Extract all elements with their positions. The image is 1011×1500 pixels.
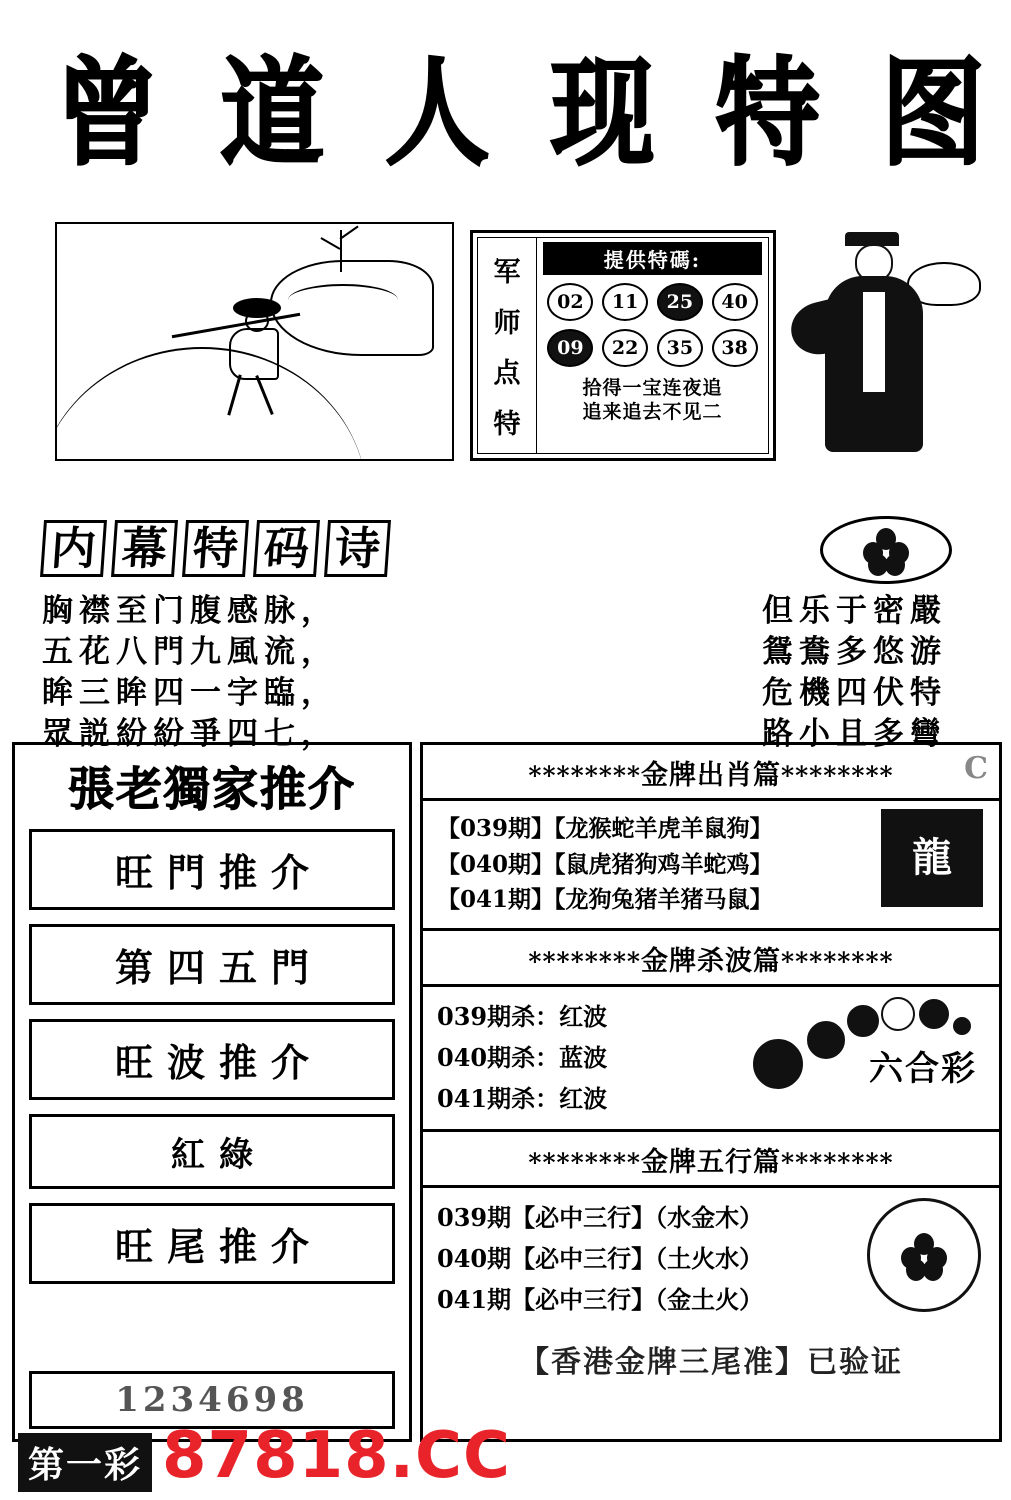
- list-item: 041期杀：红波: [437, 1083, 608, 1113]
- number-ball: 35: [657, 329, 703, 367]
- zodiac-list: [423, 798, 999, 928]
- five-elements-list: [423, 1185, 999, 1330]
- list-item: 【039期】【龙猴蛇羊虎羊鼠狗】: [437, 815, 773, 842]
- tree-icon: [340, 230, 342, 272]
- section-title-text: 金牌杀波篇: [641, 945, 781, 977]
- poem-line: [42, 632, 947, 673]
- art-ball: [881, 997, 915, 1031]
- number-ball: 02: [547, 283, 593, 321]
- number-ball: 40: [712, 283, 758, 321]
- poem-line: [42, 673, 947, 714]
- list-item: 040期【必中三行】（土火水）: [437, 1244, 764, 1274]
- title-char: 道: [220, 43, 325, 182]
- gold-kill-wave-section: [423, 931, 999, 1132]
- vertical-label-char: 特: [493, 409, 521, 441]
- poem-line-right: 但乐于密嚴: [762, 593, 947, 630]
- zhang-row: 旺波推介: [29, 1019, 395, 1100]
- farmer-figure: [207, 298, 297, 418]
- stars-right: ********: [781, 761, 894, 790]
- art-ball: [807, 1021, 845, 1059]
- title-char: 人: [385, 43, 490, 182]
- ball-row-1: [543, 283, 762, 321]
- figure-leg: [255, 375, 274, 415]
- poem-title-char: 幕: [111, 520, 178, 577]
- section-title-text: 金牌出肖篇: [641, 760, 781, 791]
- hero-poem-line: 追来追去不见二: [582, 400, 723, 423]
- vertical-label-char: 点: [493, 358, 521, 390]
- zhang-row: 旺門推介: [29, 829, 395, 910]
- list-item: 041期【必中三行】（金土火）: [437, 1284, 764, 1314]
- poem-title: [42, 520, 982, 577]
- gold-sections-panel: [420, 742, 1002, 1442]
- watermark-badge: 第一彩: [18, 1433, 152, 1492]
- number-ball: 09: [547, 329, 593, 367]
- section-title: [423, 931, 999, 984]
- stars-left: ********: [528, 1148, 641, 1178]
- gold-five-elements-section: [423, 1132, 999, 1386]
- art-ball: [919, 999, 949, 1029]
- poem-title-char: 诗: [324, 520, 391, 577]
- poem-line-left: 胸襟至门腹感脉，: [42, 593, 338, 630]
- figure-body: [229, 328, 279, 380]
- stars-left: ********: [528, 946, 641, 976]
- lottery-balls-art: [751, 995, 981, 1105]
- lottery-art-label: 六合彩: [869, 1049, 977, 1090]
- poem-title-char: 特: [182, 520, 249, 577]
- stars-left: ********: [528, 761, 641, 790]
- zhang-recommendation-panel: [12, 742, 412, 1442]
- list-item: 【041期】【龙狗兔猪羊猪马鼠】: [437, 886, 773, 914]
- poem-line-right: 路小且多彎: [762, 715, 947, 752]
- zhang-heading: 張老獨家推介: [68, 762, 356, 816]
- special-code-panel: [470, 230, 776, 461]
- poem-line-right: 危機四伏特: [762, 675, 947, 712]
- hero-poem: [543, 377, 762, 425]
- zhang-row: 旺尾推介: [29, 1203, 395, 1284]
- list-item: 040期杀：蓝波: [437, 1042, 608, 1072]
- watermark-site: 87818.CC: [162, 1419, 511, 1493]
- poem-title-char: 码: [253, 520, 320, 577]
- number-ball: 38: [712, 329, 758, 367]
- title-char: 曾: [55, 43, 160, 182]
- art-ball: [847, 1005, 879, 1037]
- flower-seal-icon: [867, 1198, 981, 1312]
- number-ball: 25: [657, 283, 703, 321]
- poem-title-char: 内: [40, 520, 107, 577]
- poem-line-left: 眾説紛紛爭四七，: [42, 715, 338, 752]
- right-column-footer: 【香港金牌三尾准】已验证: [519, 1344, 903, 1380]
- sage-illustration: [795, 222, 985, 462]
- number-ball: 22: [602, 329, 648, 367]
- corner-mark: C: [964, 751, 989, 786]
- illustration-panel: [55, 222, 454, 461]
- section-title-text: 金牌五行篇: [641, 1147, 781, 1179]
- figure-leg: [227, 374, 241, 415]
- number-ball: 11: [602, 283, 648, 321]
- hero-poem-line: 拾得一宝连夜追: [582, 377, 723, 399]
- poem-lines: [42, 591, 982, 755]
- sage-figure: [819, 232, 929, 452]
- ball-row-2: [543, 329, 762, 367]
- zhang-row: 紅綠: [29, 1114, 395, 1189]
- list-item: 039期【必中三行】（水金木）: [437, 1203, 764, 1233]
- poem-line-right: 鴛鴦多悠游: [762, 634, 947, 671]
- flower-seal-icon: [820, 516, 952, 584]
- section-title: [423, 745, 999, 798]
- title-char: 图: [880, 43, 985, 182]
- title-char: 特: [715, 43, 820, 182]
- list-item: 039期杀：红波: [437, 1001, 608, 1031]
- vertical-label: [478, 238, 537, 453]
- lower-section: [12, 742, 1002, 1442]
- stars-right: ********: [781, 946, 894, 976]
- list-item: 【040期】【鼠虎猪狗鸡羊蛇鸡】: [437, 850, 773, 878]
- poem-line: [42, 591, 947, 632]
- dragon-seal-icon: 龍: [881, 809, 983, 907]
- vertical-label-char: 师: [493, 307, 521, 339]
- zhang-row: 第四五門: [29, 924, 395, 1005]
- title-char: 现: [550, 43, 655, 182]
- kill-wave-list: [423, 984, 999, 1129]
- poem-line-left: 眸三眸四一字臨，: [42, 675, 338, 712]
- section-title: [423, 1132, 999, 1185]
- sage-robe-inner: [863, 292, 885, 392]
- vertical-label-char: 军: [493, 256, 521, 288]
- gold-zodiac-section: [423, 745, 999, 931]
- art-ball: [953, 1017, 971, 1035]
- art-ball: [753, 1039, 803, 1089]
- supply-heading: 提供特碼:: [543, 242, 762, 275]
- poem-line-left: 五花八門九風流，: [42, 634, 338, 671]
- page-title: [55, 43, 985, 182]
- zhang-footer-numbers: 1234698: [29, 1371, 395, 1429]
- inside-poem-section: [42, 520, 982, 752]
- hero-row: [55, 222, 985, 467]
- stars-right: ********: [781, 1148, 894, 1178]
